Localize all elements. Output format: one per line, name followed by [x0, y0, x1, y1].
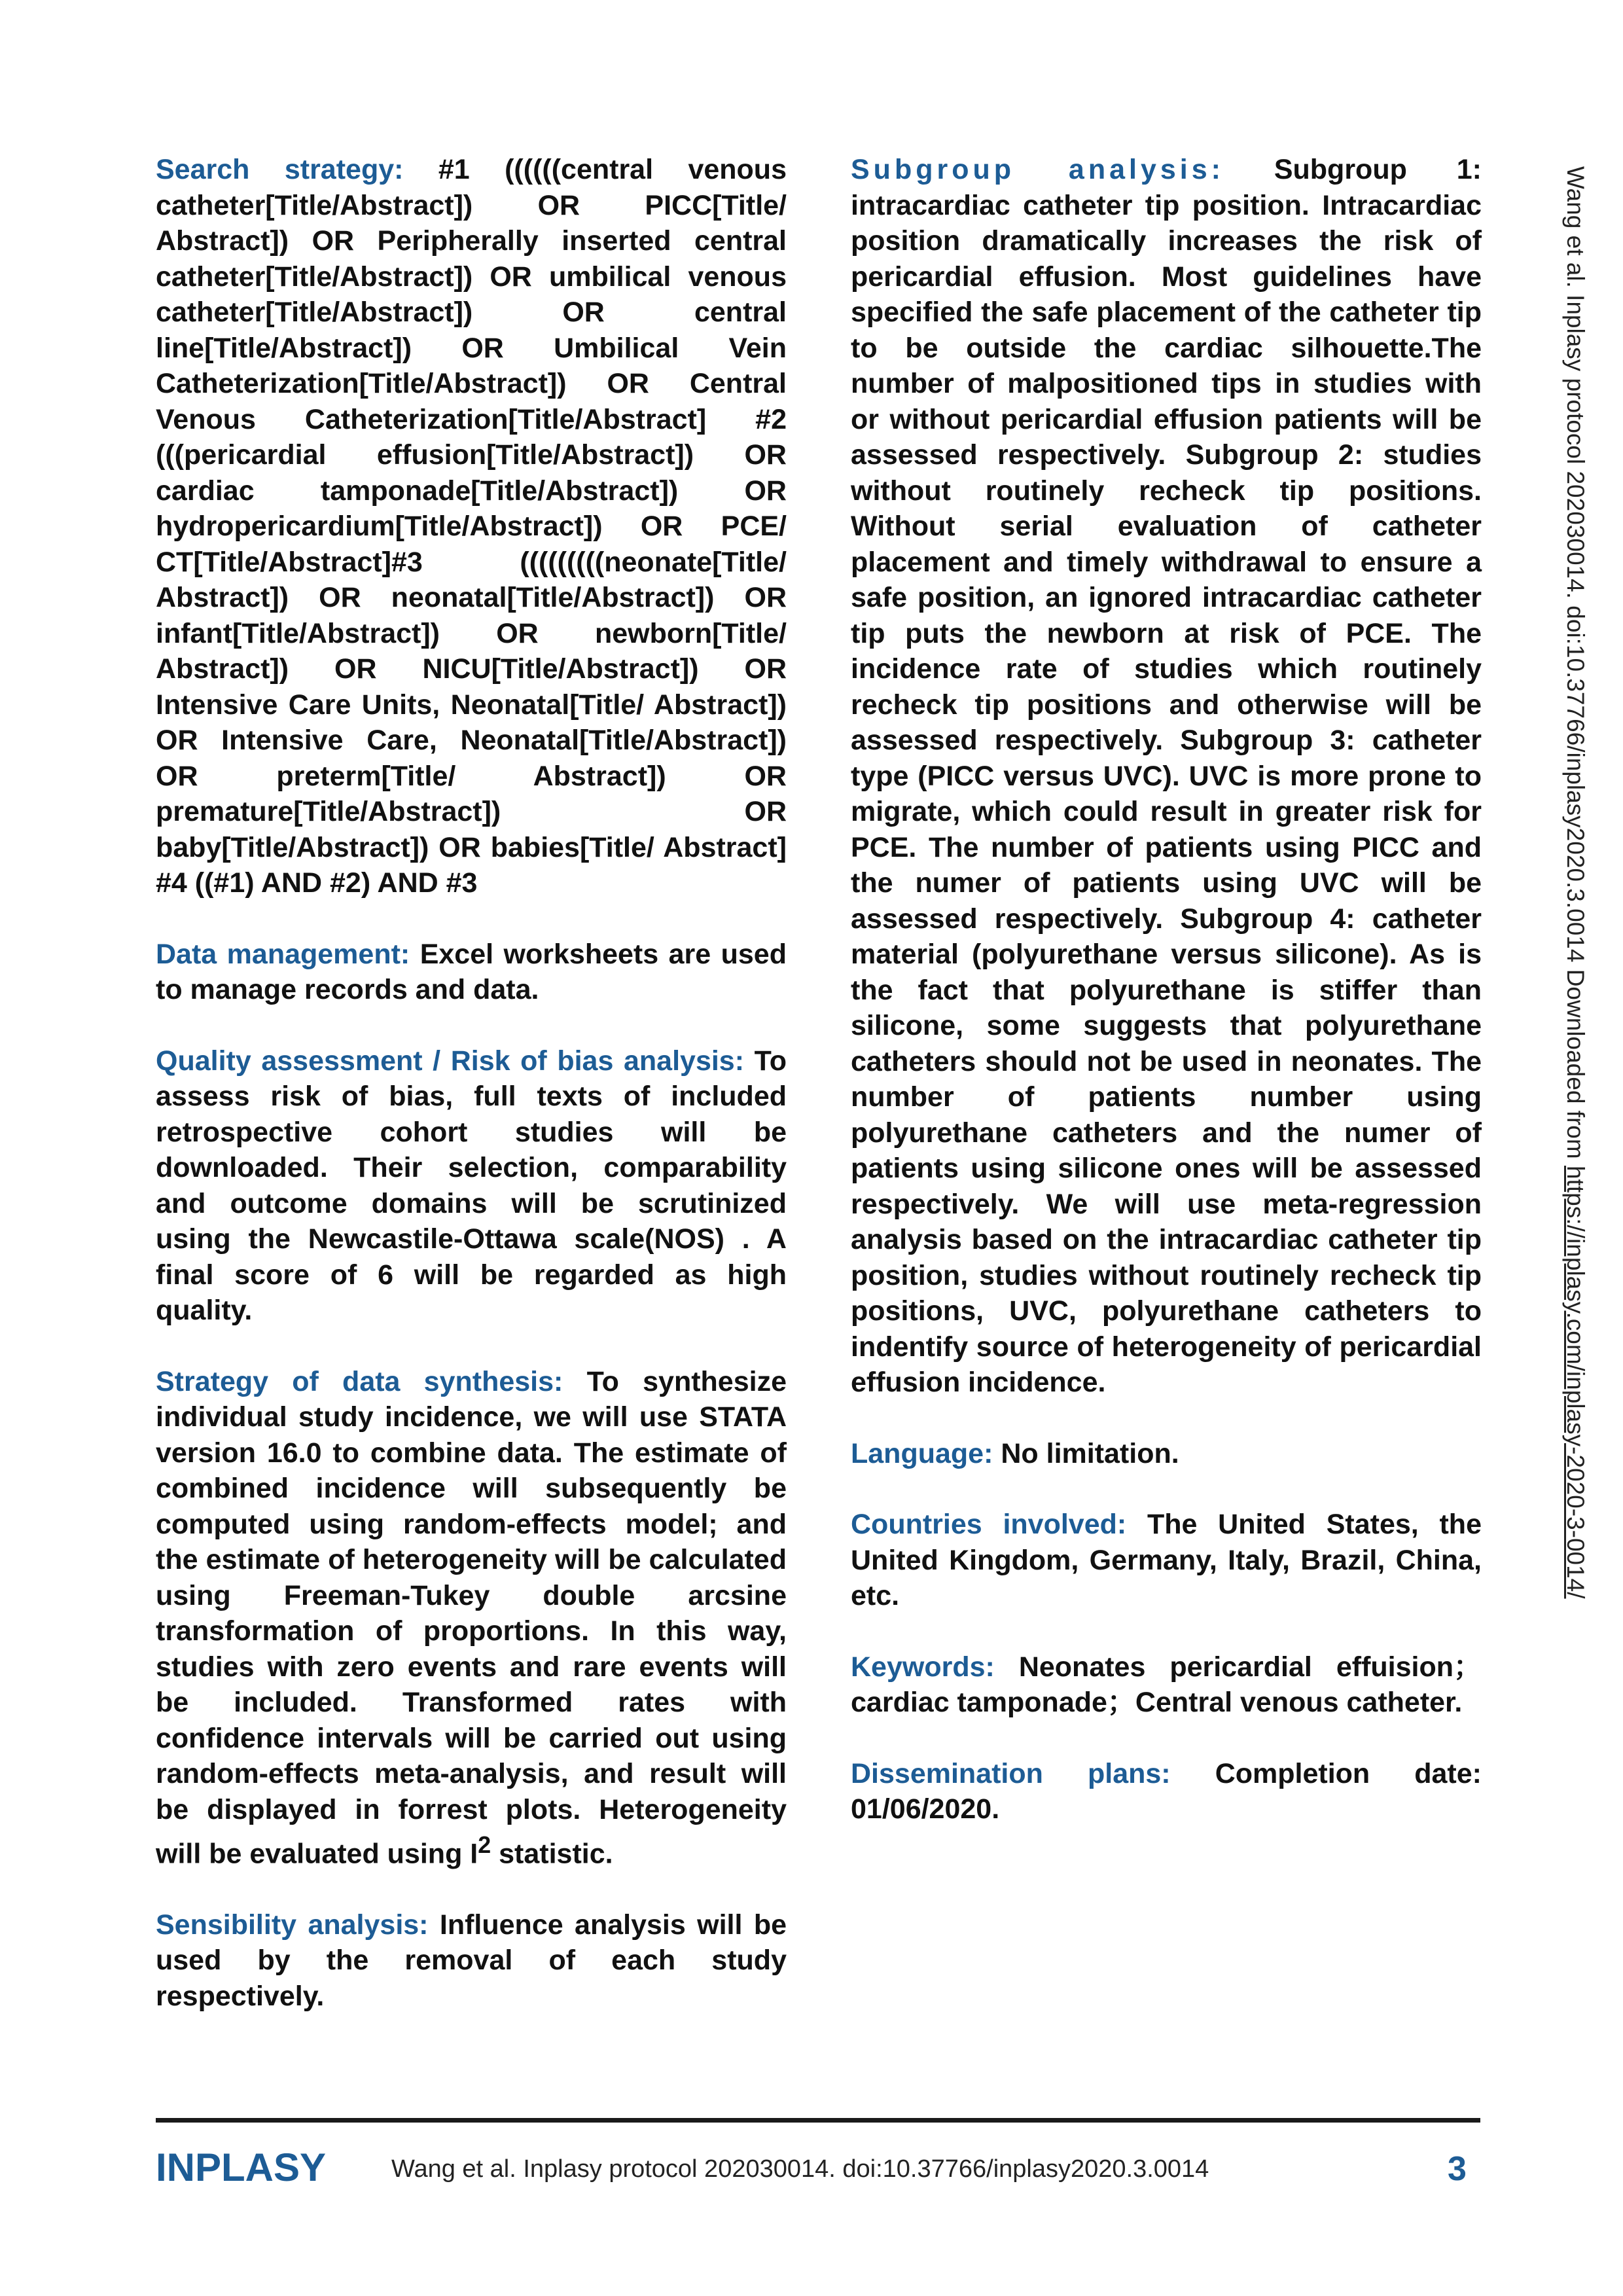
data-management-text: Excel worksheets are used to manage records and data.	[156, 938, 787, 1005]
data-synthesis-text: To synthesize individual study incidence, we will use STATA version 16.0 to combine data. The estimate of combined incidence will subsequently be computed using random-effects model; and the estimate of heterogeneity will be calculated using Freeman-Tukey double arcsine transformation of proportions. In this way, studies with zero events and rare events will be included. Transformed rates with confidence intervals will be carried out using random-effects meta-analysis, and result will be displayed in forrest plots. Heterogeneity will be evaluated using I	[156, 1365, 787, 1870]
sensibility-analysis-text: Influence analysis will be used by the removal of each study respectively.	[156, 1909, 787, 2012]
data-synthesis-text-end: statistic.	[491, 1838, 613, 1870]
keywords-text: Neonates pericardial effuision；cardiac tamponade；Central venous catheter.	[851, 1651, 1482, 1718]
footer-divider	[156, 2118, 1480, 2123]
dissemination-section	[851, 1756, 1482, 1827]
search-strategy-text: #1 ((((((central venous catheter[Title/Abstract]) OR PICC[Title/ Abstract]) OR Peripherally inserted central catheter[Title/Abstract]) OR umbilical venous catheter[Title/Abstract]) OR central line[Title/Abstract]) OR Umbilical Vein Catheterization[Title/Abstract]) OR Central Venous Catheterization[Title/Abstract] #2 (((pericardial effusion[Title/Abstract]) OR cardiac tamponade[Title/Abstract]) OR hydropericardium[Title/Abstract]) OR PCE/ CT[Title/Abstract]#3 (((((((((neonate[Title/ Abstract]) OR neonatal[Title/Abstract]) OR infant[Title/Abstract]) OR newborn[Title/ Abstract]) OR NICU[Title/Abstract]) OR Intensive Care Units, Neonatal[Title/ Abstract]) OR Intensive Care, Neonatal[Title/Abstract]) OR preterm[Title/ Abstract]) OR premature[Title/Abstract]) OR baby[Title/Abstract]) OR babies[Title/ Abstract] #4 ((#1) AND #2) AND #3	[156, 154, 787, 899]
side-citation-text: Wang et al. Inplasy protocol 202030014. doi:10.37766/inplasy2020.3.0014 Downloaded from	[1562, 166, 1589, 1166]
keywords-heading: Keywords:	[851, 1651, 995, 1683]
data-management-heading: Data management:	[156, 938, 410, 970]
right-column	[851, 152, 1482, 1863]
side-citation-note	[1555, 166, 1592, 1803]
dissemination-heading: Dissemination plans:	[851, 1757, 1171, 1789]
data-management-section	[156, 937, 787, 1008]
quality-assessment-section	[156, 1043, 787, 1329]
search-strategy-heading: Search strategy:	[156, 154, 404, 185]
data-synthesis-heading: Strategy of data synthesis:	[156, 1365, 563, 1397]
countries-heading: Countries involved:	[851, 1509, 1127, 1540]
quality-assessment-heading: Quality assessment / Risk of bias analysis:	[156, 1045, 745, 1077]
subgroup-analysis-section	[851, 152, 1482, 1401]
superscript-two: 2	[478, 1832, 491, 1858]
subgroup-analysis-heading: Subgroup analysis:	[851, 154, 1224, 185]
page-number: 3	[1448, 2150, 1467, 2188]
countries-section	[851, 1507, 1482, 1614]
keywords-section	[851, 1649, 1482, 1721]
sensibility-analysis-heading: Sensibility analysis:	[156, 1909, 429, 1941]
subgroup-analysis-text: Subgroup 1: intracardiac catheter tip position. Intracardiac position dramatically increases the risk of pericardial effusion. Most guidelines have specified the safe placement of the catheter tip to be outside the cardiac silhouette.The number of malpositioned tips in studies with or without pericardial effusion patients will be assessed respectively. Subgroup 2: studies without routinely recheck tip positions. Without serial evaluation of catheter placement and timely withdrawal to ensure a safe position, an ignored intracardiac catheter tip puts the newborn at risk of PCE. The incidence rate of studies which routinely recheck tip positions and otherwise will be assessed respectively. Subgroup 3: catheter type (PICC versus UVC). UVC is more prone to migrate, which could result in greater risk for PCE. The number of patients using PICC and the numer of patients using UVC will be assessed respectively. Subgroup 4: catheter material (polyurethane versus silicone). As is the fact that polyurethane is stiffer than silicone, some suggests that polyurethane catheters should not be used in neonates. The number of patients number using polyurethane catheters and the numer of patients using silicone ones will be assessed respectively. We will use meta-regression analysis based on the intracardiac catheter tip position, studies without routinely recheck tip positions, UVC, polyurethane catheters to indentify source of heterogeneity of pericardial effusion incidence.	[851, 154, 1482, 1398]
side-citation-link[interactable]: https://inplasy.com/inplasy-2020-3-0014/	[1562, 1165, 1589, 1599]
sensibility-analysis-section	[156, 1907, 787, 2015]
left-column	[156, 152, 787, 2049]
quality-assessment-text: To assess risk of bias, full texts of included retrospective cohort studies will be downloaded. Their selection, comparability and outcome domains will be scrutinized using the Newcastile-Ottawa scale(NOS) . A final score of 6 will be regarded as high quality.	[156, 1045, 787, 1326]
language-section	[851, 1436, 1482, 1472]
footer-citation: Wang et al. Inplasy protocol 202030014. doi:10.37766/inplasy2020.3.0014	[391, 2155, 1209, 2183]
search-strategy-section	[156, 152, 787, 901]
dissemination-text: Completion date: 01/06/2020.	[851, 1757, 1482, 1825]
countries-text: The United States, the United Kingdom, Germany, Italy, Brazil, China, etc.	[851, 1509, 1482, 1611]
data-synthesis-section	[156, 1364, 787, 1872]
language-heading: Language:	[851, 1437, 993, 1469]
language-text: No limitation.	[1001, 1437, 1179, 1469]
footer-brand-logo: INPLASY	[156, 2145, 327, 2189]
